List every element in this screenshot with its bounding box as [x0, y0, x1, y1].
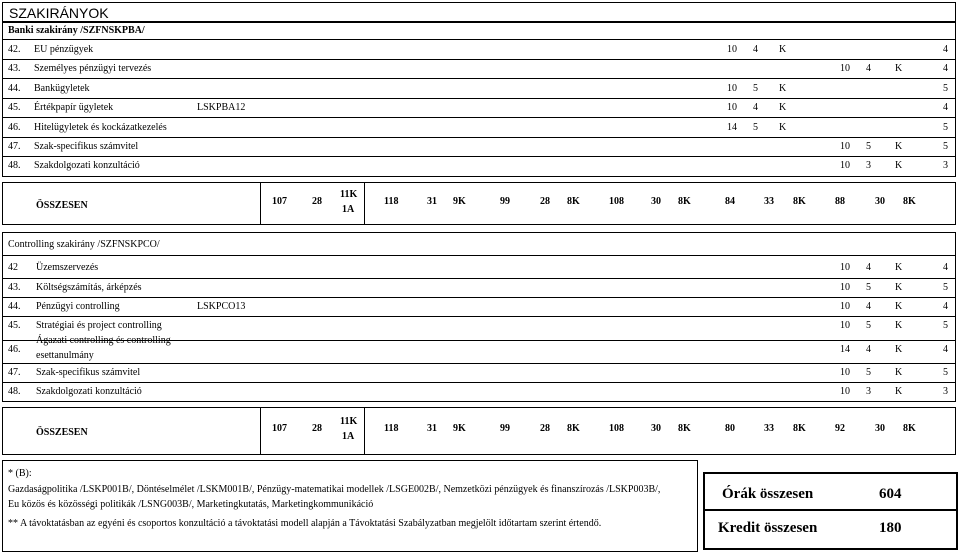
row-number: 44. — [8, 83, 21, 94]
subject-name: Költségszámítás, árképzés — [36, 282, 142, 293]
consult-value: 4 — [753, 102, 758, 113]
row-number: 42. — [8, 44, 21, 55]
consult-value: 3 — [866, 386, 871, 397]
total-sem-consult: 30 — [875, 423, 885, 434]
subject-name: Bankügyletek — [34, 83, 90, 94]
notes-b-text2: Eu közös és közösségi politikák /LSNG003B/, Marketingkutatás, Marketingkommunikáció — [8, 499, 374, 510]
consult-value: 4 — [753, 44, 758, 55]
consult-value: 5 — [866, 320, 871, 331]
subject-name: Szakdolgozati konzultáció — [36, 386, 142, 397]
consult-value: 4 — [866, 344, 871, 355]
subject-name-cont: esettanulmány — [36, 350, 94, 361]
hours-value: 10 — [840, 367, 850, 378]
subject-name: Értékpapír ügyletek — [34, 102, 114, 113]
credit-value: 4 — [943, 262, 948, 273]
section2-total-row — [2, 407, 956, 455]
credit-value: 4 — [943, 102, 948, 113]
credit-value: 5 — [943, 83, 948, 94]
consult-value: 5 — [753, 83, 758, 94]
consult-value: 5 — [866, 367, 871, 378]
section2-heading: Controlling szakirány /SZFNSKPCO/ — [8, 239, 160, 250]
hours-value: 14 — [727, 122, 737, 133]
row-number: 45. — [8, 320, 21, 331]
subject-name: Szakdolgozati konzultáció — [34, 160, 140, 171]
total-label: ÖSSZESEN — [36, 427, 88, 438]
total-sem-exam: 8K — [903, 195, 916, 207]
hours-value: 10 — [727, 83, 737, 94]
total-sem-hours: 92 — [835, 423, 845, 434]
total-sem-consult: 31 — [427, 423, 437, 434]
subject-name: Személyes pénzügyi tervezés — [34, 63, 152, 74]
notes-distance-learning: ** A távoktatásban az egyéni és csoportos konzultáció a távoktatási modell alapján a Távoktatási Szabályzatban megjelölt időtartam szerint értendő. — [8, 518, 602, 529]
row-number: 47. — [8, 141, 21, 152]
credit-value: 4 — [943, 44, 948, 55]
credit-value: 5 — [943, 367, 948, 378]
subject-code: LSKPBA12 — [197, 102, 246, 113]
total-sem-consult: 30 — [651, 195, 661, 207]
row-number: 48. — [8, 386, 21, 397]
hours-value: 10 — [840, 160, 850, 171]
section2-table — [2, 232, 956, 402]
row-number: 44. — [8, 301, 21, 312]
row-number: 46. — [8, 122, 21, 133]
exam-value: K — [895, 160, 903, 171]
hours-value: 10 — [840, 262, 850, 273]
exam-value: K — [779, 44, 787, 55]
hours-label: Órák összesen — [722, 486, 814, 502]
hours-value: 604 — [879, 486, 902, 502]
total-sem-consult: 33 — [764, 195, 774, 207]
exam-value: K — [895, 344, 903, 355]
total-sem-consult: 28 — [540, 423, 550, 434]
subject-name: Ágazati controlling és controlling — [36, 335, 171, 346]
notes-b-text: Gazdaságpolitika /LSKP001B/, Döntéselmélet /LSKM001B/, Pénzügy-matematikai modellek /LSGE002B/, Nemzetközi pénzügyek és finanszírozás /LSKP003B/, — [8, 484, 661, 495]
total-sem-hours: 84 — [725, 195, 735, 207]
total-sem-consult: 28 — [540, 195, 550, 207]
total-sem-exam: 8K — [678, 423, 691, 434]
total-sem-exam: 8K — [567, 423, 580, 434]
section1-heading: Banki szakirány /SZFNSKPBA/ — [8, 25, 145, 36]
total-sem-exam: 8K — [567, 195, 580, 207]
total-exam-a: 1A — [342, 203, 355, 215]
total-sem-hours: 108 — [609, 423, 624, 434]
total-sem-hours: 118 — [384, 195, 399, 207]
credit-value: 5 — [943, 282, 948, 293]
subject-code: LSKPCO13 — [197, 301, 246, 312]
total-sem-consult: 30 — [651, 423, 661, 434]
exam-value: K — [779, 83, 787, 94]
total-sem-consult: 33 — [764, 423, 774, 434]
total-sem-hours: 88 — [835, 195, 845, 207]
exam-value: K — [895, 282, 903, 293]
row-number: 43. — [8, 63, 21, 74]
total-sem-exam: 8K — [793, 195, 806, 207]
exam-value: K — [895, 320, 903, 331]
row-number: 46. — [8, 344, 21, 355]
total-sem-hours: 108 — [609, 195, 624, 207]
hours-value: 10 — [840, 386, 850, 397]
row-number: 43. — [8, 282, 21, 293]
credit-value: 5 — [943, 122, 948, 133]
subject-name: Üzemszervezés — [36, 262, 99, 273]
total-sem-hours: 99 — [500, 195, 510, 207]
total-sem-hours: 118 — [384, 423, 399, 434]
consult-value: 5 — [866, 282, 871, 293]
exam-value: K — [779, 102, 787, 113]
exam-value: K — [779, 122, 787, 133]
subject-name: Pénzügyi controlling — [36, 301, 120, 312]
total-hours: 107 — [272, 423, 287, 434]
credit-value: 5 — [943, 320, 948, 331]
subject-name: EU pénzügyek — [34, 44, 94, 55]
notes-b-heading: * (B): — [8, 468, 32, 479]
consult-value: 4 — [866, 262, 871, 273]
hours-value: 14 — [840, 344, 850, 355]
total-exam-a: 1A — [342, 431, 355, 442]
credit-value: 180 — [879, 520, 902, 536]
total-exam-k: 11K — [340, 188, 358, 200]
subject-name: Stratégiai és project controlling — [36, 320, 162, 331]
hours-value: 10 — [840, 320, 850, 331]
consult-value: 5 — [753, 122, 758, 133]
hours-value: 10 — [727, 102, 737, 113]
total-sem-consult: 30 — [875, 195, 885, 207]
total-consult: 28 — [312, 195, 322, 207]
section1-table — [2, 22, 956, 177]
section1-total-row — [2, 182, 956, 225]
exam-value: K — [895, 386, 903, 397]
page-title: SZAKIRÁNYOK — [9, 5, 109, 21]
exam-value: K — [895, 367, 903, 378]
total-sem-consult: 31 — [427, 195, 437, 207]
summary-box — [703, 472, 958, 550]
total-sem-hours: 99 — [500, 423, 510, 434]
title-bar — [2, 2, 956, 22]
hours-value: 10 — [840, 282, 850, 293]
credit-value: 4 — [943, 344, 948, 355]
total-sem-exam: 8K — [903, 423, 916, 434]
subject-name: Szak-specifikus számvitel — [36, 367, 141, 378]
subject-name: Hitelügyletek és kockázatkezelés — [34, 122, 167, 133]
consult-value: 5 — [866, 141, 871, 152]
exam-value: K — [895, 262, 903, 273]
total-sem-exam: 8K — [678, 195, 691, 207]
total-label: ÖSSZESEN — [36, 199, 88, 211]
exam-value: K — [895, 141, 903, 152]
subject-name: Szak-specifikus számvitel — [34, 141, 139, 152]
consult-value: 4 — [866, 301, 871, 312]
row-number: 42 — [8, 262, 18, 273]
total-sem-hours: 80 — [725, 423, 735, 434]
row-number: 48. — [8, 160, 21, 171]
hours-value: 10 — [840, 63, 850, 74]
consult-value: 3 — [866, 160, 871, 171]
credit-label: Kredit összesen — [718, 520, 818, 536]
total-sem-exam: 8K — [793, 423, 806, 434]
total-hours: 107 — [272, 195, 287, 207]
row-number: 45. — [8, 102, 21, 113]
hours-value: 10 — [727, 44, 737, 55]
hours-value: 10 — [840, 301, 850, 312]
total-consult: 28 — [312, 423, 322, 434]
credit-value: 5 — [943, 141, 948, 152]
consult-value: 4 — [866, 63, 871, 74]
credit-value: 4 — [943, 301, 948, 312]
exam-value: K — [895, 301, 903, 312]
total-exam-k: 11K — [340, 416, 358, 427]
hours-value: 10 — [840, 141, 850, 152]
row-number: 47. — [8, 367, 21, 378]
exam-value: K — [895, 63, 903, 74]
total-sem-exam: 9K — [453, 195, 466, 207]
credit-value: 3 — [943, 160, 948, 171]
total-sem-exam: 9K — [453, 423, 466, 434]
credit-value: 3 — [943, 386, 948, 397]
credit-value: 4 — [943, 63, 948, 74]
